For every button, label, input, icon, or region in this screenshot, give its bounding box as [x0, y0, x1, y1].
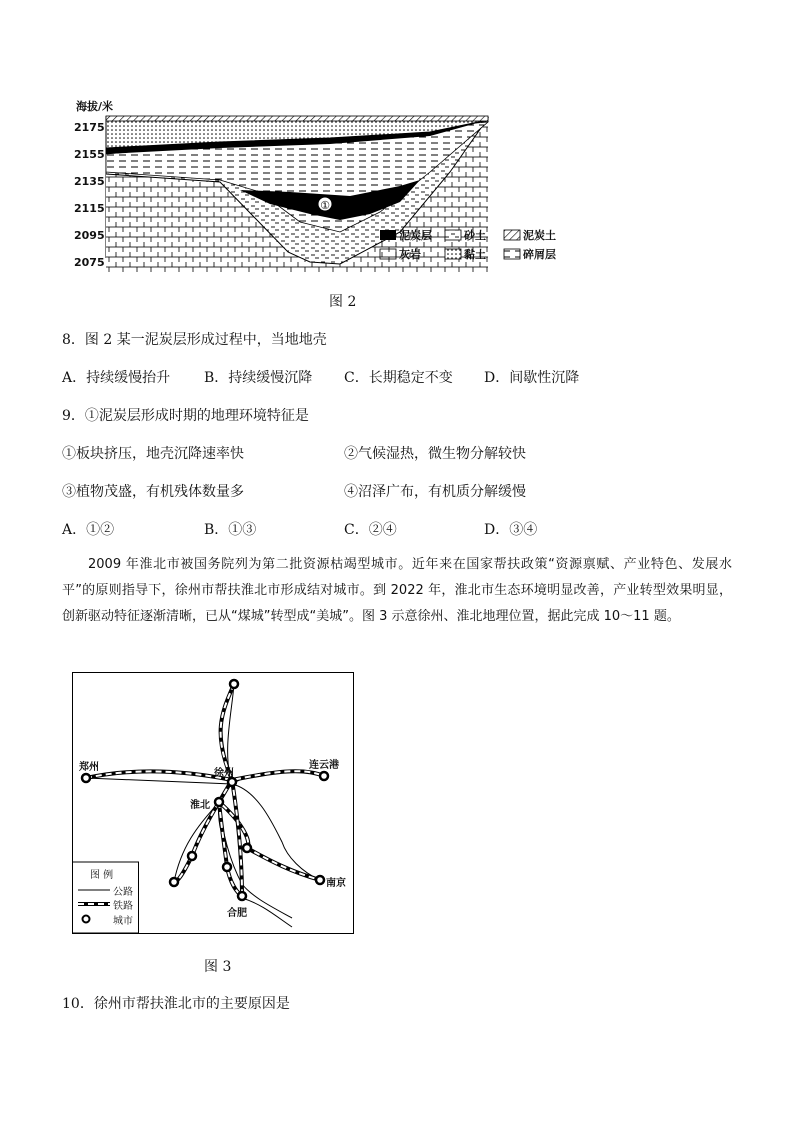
q8-stem: 8．图 2 某一泥炭层形成过程中，当地地壳: [62, 332, 327, 348]
q9-item-1: ①板块挤压，地壳沉降速率快: [62, 446, 244, 462]
city-label-lianyungang: 连云港: [309, 760, 339, 771]
q8-option-c[interactable]: C．长期稳定不变: [344, 370, 453, 386]
y-tick: 2135: [74, 175, 105, 188]
y-tick: 2095: [74, 229, 105, 242]
legend-debris: 碎屑层: [523, 248, 556, 261]
legend-peat: 泥炭层: [399, 229, 432, 242]
y-tick-labels: [74, 114, 105, 276]
q9-item-3: ③植物茂盛，有机残体数量多: [62, 484, 244, 500]
q9-option-b[interactable]: B．①③: [204, 522, 257, 538]
city-label-nanjing: 南京: [326, 878, 346, 889]
legend-clay: 黏土: [464, 248, 486, 261]
city-marker: [238, 892, 246, 900]
q9-option-a[interactable]: A．①②: [62, 522, 115, 538]
peat-marker: ①: [320, 199, 330, 212]
q9-option-d[interactable]: D．③④: [484, 522, 538, 538]
city-marker: [188, 852, 196, 860]
city-label-zhengzhou: 郑州: [79, 762, 99, 773]
legend-limestone: 灰岩: [399, 248, 421, 261]
legend-title: 图 例: [90, 870, 114, 881]
y-tick: 2155: [74, 148, 105, 161]
city-marker: [82, 774, 90, 782]
city-marker: [223, 863, 231, 871]
passage-text: 2009 年淮北市被国务院列为第二批资源枯竭型城市。近年来在国家帮扶政策“资源禀赋、产业特色、发展水平”的原则指导下，徐州市帮扶淮北市形成结对城市。到 2022 年，淮北市生态环境明显改善，产业转型效果明显，创新驱动特征逐渐清晰，已从“煤城”转型成“美城”。图 3 示意徐州、淮北地理位置，据此完成 10～11 题。: [62, 557, 732, 624]
city-marker: [230, 680, 238, 688]
q10-stem: 10．徐州市帮扶淮北市的主要原因是: [62, 996, 290, 1012]
figure-2-caption: 图 2: [329, 294, 357, 310]
y-axis-label: 海拔/米: [76, 100, 114, 113]
legend-railway: 铁路: [113, 901, 133, 912]
q8-option-a[interactable]: A．持续缓慢抬升: [62, 370, 171, 386]
q8-option-b[interactable]: B．持续缓慢沉降: [204, 370, 313, 386]
q9-stem: 9．①泥炭层形成时期的地理环境特征是: [62, 408, 309, 424]
y-tick: 2115: [74, 202, 105, 215]
city-label-huaibei: 淮北: [190, 800, 210, 811]
city-label-hefei: 合肥: [227, 908, 247, 919]
q9-item-4: ④沼泽广布，有机质分解缓慢: [344, 484, 526, 500]
city-marker: [316, 876, 324, 884]
legend-highway: 公路: [113, 887, 133, 898]
y-tick: 2175: [74, 121, 105, 134]
city-marker: [243, 844, 251, 852]
city-label-xuzhou: 徐州: [214, 768, 234, 779]
legend-peat-soil: 泥炭土: [523, 229, 556, 242]
figure-3-caption: 图 3: [204, 959, 232, 975]
y-tick: 2075: [74, 256, 105, 269]
q9-option-c[interactable]: C．②④: [344, 522, 397, 538]
city-marker: [228, 778, 236, 786]
figure-2-cross-section: [70, 92, 590, 272]
city-marker: [320, 772, 328, 780]
city-marker: [170, 878, 178, 886]
figure-3-map: [72, 672, 354, 934]
q8-option-d[interactable]: D．间歇性沉降: [484, 370, 580, 386]
city-marker: [215, 798, 223, 806]
legend-city: 城市: [113, 916, 133, 927]
q9-item-2: ②气候湿热，微生物分解较快: [344, 446, 526, 462]
legend-sand-soil: 砂土: [464, 229, 486, 242]
